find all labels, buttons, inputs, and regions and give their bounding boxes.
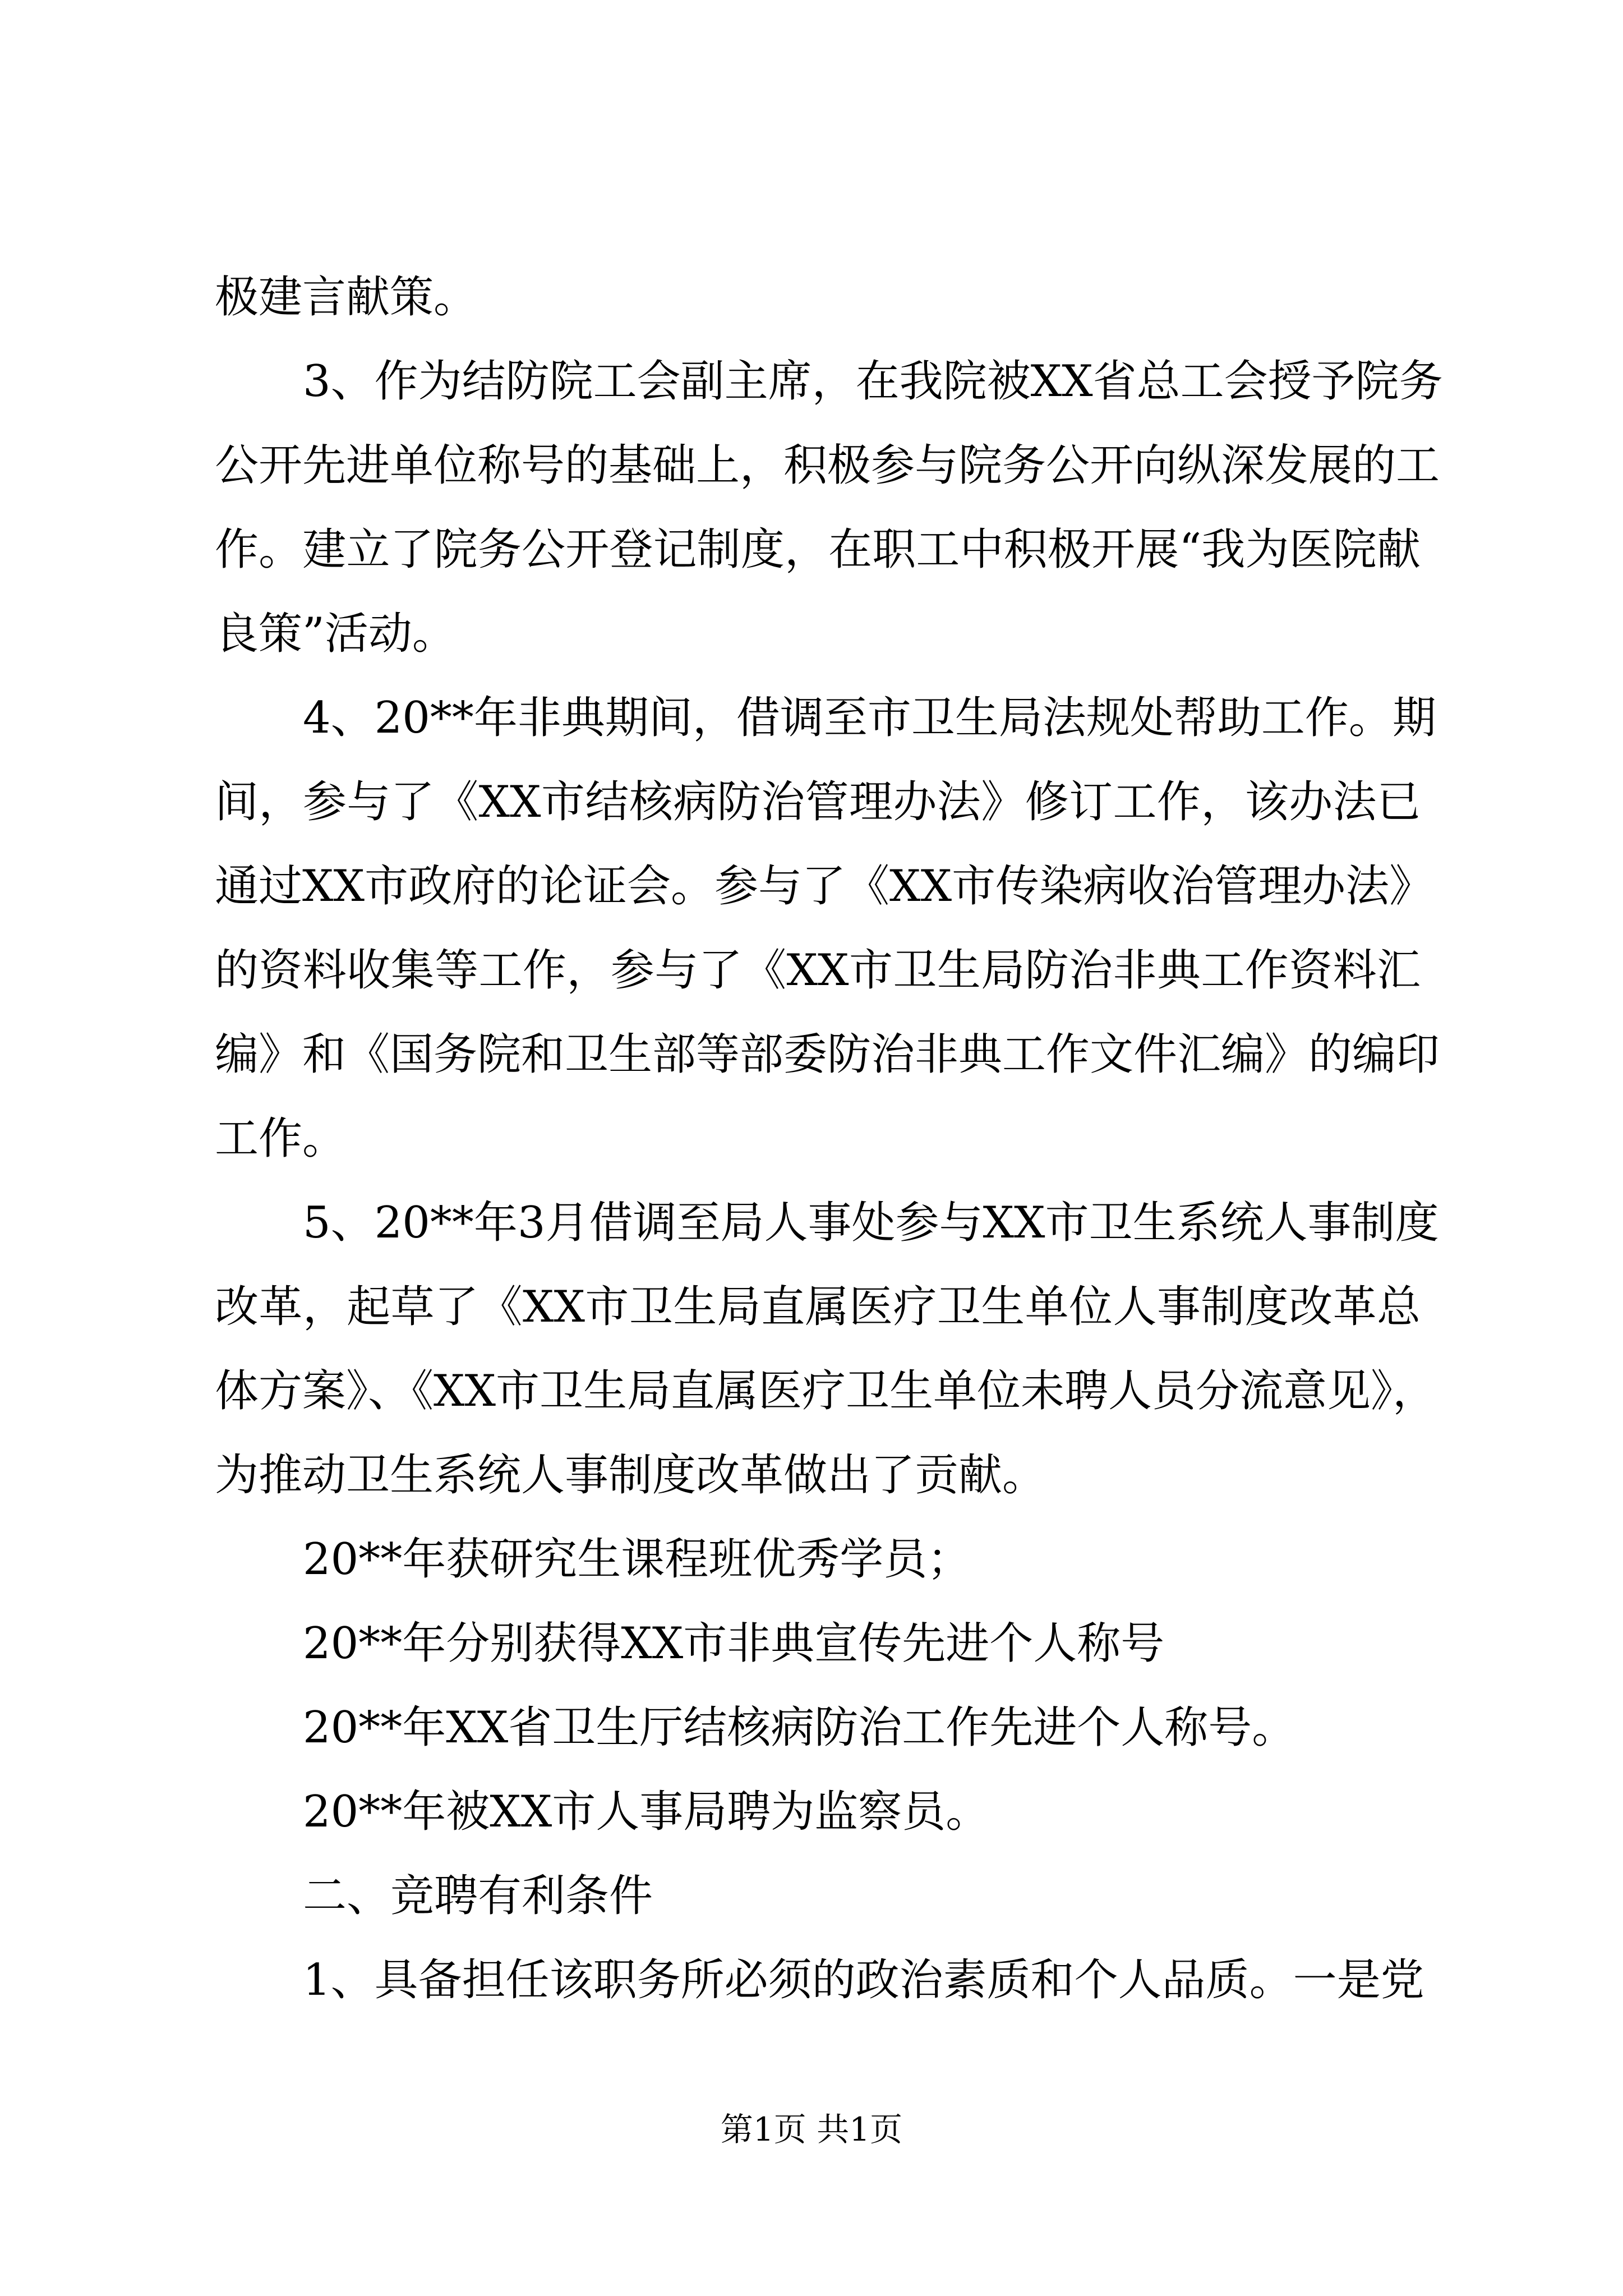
- text-line: 二、竞聘有利条件: [303, 1871, 653, 1921]
- text-line: 20**年XX省卫生厅结核病防治工作先进个人称号。: [303, 1703, 1296, 1753]
- text-line: 1、具备担任该职务所必须的政治素质和个人品质。一是党: [303, 1955, 1424, 2005]
- page-footer: 第1页 共1页: [720, 2110, 903, 2148]
- text-line: 体方案》、《XX市卫生局直属医疗卫生单位未聘人员分流意见》，: [215, 1366, 1437, 1416]
- text-line: 改革，起草了《XX市卫生局直属医疗卫生单位人事制度改革总: [215, 1282, 1421, 1332]
- text-line: 作。建立了院务公开登记制度，在职工中积极开展“我为医院献: [215, 524, 1421, 575]
- text-line: 4、20**年非典期间，借调至市卫生局法规处帮助工作。期: [303, 693, 1436, 743]
- text-line: 的资料收集等工作，参与了《XX市卫生局防治非典工作资料汇: [215, 945, 1421, 996]
- text-line: 编》和《国务院和卫生部等部委防治非典工作文件汇编》的编印: [215, 1029, 1440, 1080]
- text-line: 20**年分别获得XX市非典宣传先进个人称号: [303, 1618, 1165, 1669]
- text-line: 5、20**年3月借调至局人事处参与XX市卫生系统人事制度: [303, 1198, 1439, 1248]
- text-line: 通过XX市政府的论证会。参与了《XX市传染病收治管理办法》: [215, 861, 1433, 912]
- text-line: 20**年被XX市人事局聘为监察员。: [303, 1787, 990, 1837]
- text-line: 间，参与了《XX市结核病防治管理办法》修订工作，该办法已: [215, 777, 1421, 827]
- document-body: [215, 255, 1443, 2022]
- text-line: 良策”活动。: [215, 609, 456, 659]
- text-line: 20**年获研究生课程班优秀学员；: [303, 1534, 971, 1585]
- text-line: 极建言献策。: [215, 272, 478, 323]
- text-line: 为推动卫生系统人事制度改革做出了贡献。: [215, 1450, 1046, 1501]
- text-line: 3、作为结防院工会副主席，在我院被XX省总工会授予院务: [303, 356, 1443, 407]
- text-line: 公开先进单位称号的基础上，积极参与院务公开向纵深发展的工: [215, 440, 1440, 491]
- text-line: 工作。: [215, 1114, 347, 1164]
